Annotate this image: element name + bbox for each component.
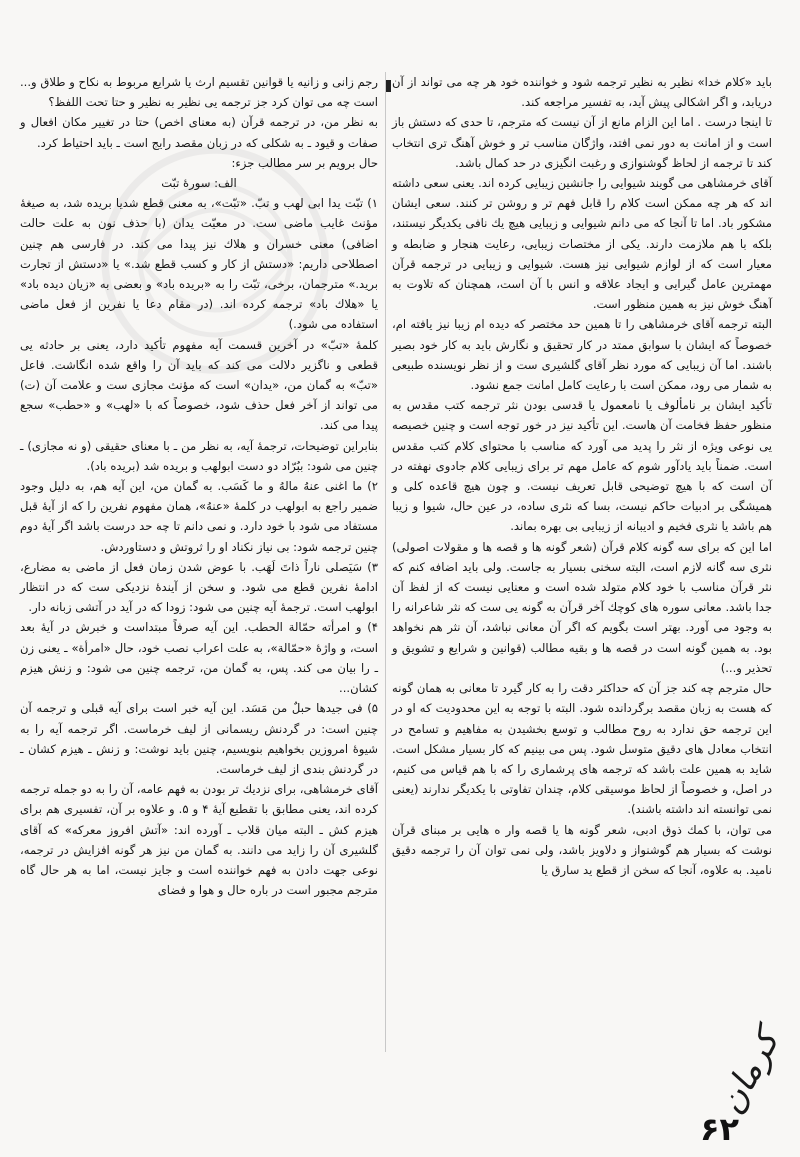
page-number: ۶۲ xyxy=(700,1110,740,1148)
paragraph: رجم زانی و زانیه یا قوانین تقسیم ارث یا شرایع مربوط به نکاح و طلاق و... است چه می توان کرد جز ترجمه یی نظیر به نظیر و حتا تحت اللفظ؟ xyxy=(20,75,378,110)
paragraph: ۲) ما اغنی عنهُ مالهُ و ما کَسَب. به گمان من، این آیه هم، به دلیل وجود ضمیر راجع به ابولهب در کلمهٔ «عنهُ»، همان مفهوم نفرین را که از آیهٔ قبل مستفاد می شود با خود دارد. و نمی دانم تا چه حد درست باشد اگر آیهٔ دوم چنین ترجمه شود: بی نیاز نکناد او را ثروتش و دستاوردش. xyxy=(20,479,378,554)
paragraph: ۵) فی جیدها حبلٌ من مَسَد. این آیه خبر است برای آیه قبلی و ترجمه آن چنین است: در گردنش ریسمانی از لیف خرماست. اگر ترجمه آیه را به شیوهٔ امروزین بخواهیم بنویسیم، چنین باید نوشت: و زنش ـ هیزم کشان ـ در گردنش بندی از لیف خرماست. xyxy=(20,701,378,776)
column-marker xyxy=(386,80,391,92)
column-divider xyxy=(385,72,386,1052)
paragraph: ۳) سَیَصلی ناراً ذاتَ لَهَب. با عوض شدن زمان فعل از ماضی به مضارع، ادامهٔ نفرین قطع می شود. و سخن از آیندهٔ نزدیکی ست که در انتظار ابولهب است. ترجمهٔ آیه چنین می شود: زودا که در آید در آتشی زبانه دار. xyxy=(20,559,378,615)
paragraph: به نظر من، در ترجمه قرآن (به معنای اخص) حتا در تغییر مکان افعال و صفات و قیود ـ به شکلی که در زبان مقصد رایج است ـ باید احتیاط کرد. xyxy=(20,115,378,150)
paragraph: البته ترجمه آقای خرمشاهی را تا همین حد مختصر که دیده ام زیبا نیز یافته ام، خصوصاً که ایشان با سوابق ممتد در کار تحقیق و نگارش باید به کار خود بصیر باشند. اما آن زیبایی که مورد نظر آقای گلشیری ست و از نظر نویسنده طبیعی به شمار می رود، ممکن است با رعایت کامل امانت جمع نشود. xyxy=(392,317,772,393)
paragraph: اما این که برای سه گونه کلام قرآن (شعر گونه ها و قصه ها و مقولات اصولی) نثری سه گانه لازم است، البته سخنی بسیار به جاست. ولی باید اضافه کنم که نثر قرآن مناسب با خود کلام متولد شده است و معنایی نیست که از لفظ آن جدا باشد. معانی سوره های کوچك آخر قرآن به گونه یی ست که نثر شاعرانه را به وجود می آورد. بهتر است بگویم که اگر آن معانی نباشد، آن نثر هم نخواهد بود. به همین گونه است در قصه ها و بقیه مطالب (قوانین و شرایع و تشویق و تحذیر و...) xyxy=(392,539,772,675)
paragraph: تا اینجا درست . اما این الزام مانع از آن نیست که مترجم، تا حدی که دستش باز است و از امانت به دور نمی افتد، واژگان مناسب تر و خوش آهنگ تری انتخاب کند تا ترجمه از لحاظ گوشنوازی و رغبت انگیزی در حد کمال باشد. xyxy=(392,115,772,170)
paragraph: باید «کلام خدا» نظیر به نظیر ترجمه شود و خواننده خود هر چه می تواند از آن دریابد، و اگر اشکالی پیش آید، به تفسیر مراجعه کند. xyxy=(392,75,772,110)
paragraph: آقای خرمشاهی، برای نزدیك تر بودن به فهم عامه، آن را به دو جمله ترجمه کرده اند، یعنی مطابق با تقطیع آیهٔ ۴ و ۵. و علاوه بر آن، تفسیری هم برای هیزم کش ـ البته میان قلاب ـ آورده اند: «آتش افروز معرکه» که آقای گلشیری آن را زاید می دانند. به گمان من نیز هر گونه افزایش در ترجمه، نوعی جهت دادن به فهم خواننده است و جایز نیست، اما به هر حال گاه مترجم مجبور است در باره حال و هوا و فضای xyxy=(20,782,378,898)
section-heading: الف: سورهٔ تبّت xyxy=(161,176,237,191)
paragraph: ۱) تبّت یدا ابی لهب و تبّ. «تبّت»، به معنی قطع شدیا بریده شد، به صیغهٔ مؤنث غایب ماضی ست. در معیّت یدان (با حذف نون به علت حالت اضافی) معنی خسران و هلاك نیز پیدا می کند. در فارسی هم چنین اصطلاحی داریم: «دستش از کار و کسب قطع شد.» یا «دستش از تجارت برید.» مترجمان، برخی، تبّت را به «بریده باد» و بعضی به «زیان دیده باد» یا «هلاك باد» ترجمه کرده اند. (در مقام دعا یا نفرین از فعل ماضی استفاده می شود.) xyxy=(20,196,378,332)
right-text-column xyxy=(392,72,772,880)
subheading: حال برویم بر سر مطالب جزء: xyxy=(231,155,378,170)
magazine-logo: کرمان xyxy=(710,1023,788,1121)
paragraph: می توان، با کمك ذوق ادبی، شعر گونه ها یا قصه وار ه هایی بر مبنای قرآن نوشت که بسیار هم گوشنواز و دلاویز باشد، ولی نمی توان آن را ترجمه دقیق نامید. به علاوه، آنجا که سخن از قطع ید سارق یا xyxy=(392,822,772,877)
left-text-column xyxy=(20,72,378,900)
paragraph: کلمهٔ «تبّ» در آخرین قسمت آیه مفهوم تأکید دارد، یعنی بر حادثه یی قطعی و ناگزیر دلالت می کند که باید آن را واقع شده انگاشت. فاعل «تبّ» به گمان من، «یدان» است که مؤنث مجازی ست و علامت آن (ت) می تواند از آخر فعل حذف شود، خصوصاً که با «لهب» و «حطب» سجع پیدا می کند. xyxy=(20,337,378,433)
paragraph: بنابراین توضیحات، ترجمهٔ آیه، به نظر من ـ با معنای حقیقی (و نه مجازی) ـ چنین می شود: ببُرّاد دو دست ابولهب و بریده شد (بریده باد). xyxy=(20,438,378,473)
paragraph: حال مترجم چه کند جز آن که حداکثر دقت را به کار گیرد تا معانی به همان گونه که هست به زبان مقصد برگردانده شود. البته با توجه به این محدودیت که او در این ترجمه حق ندارد به روح مطالب و توسع بخشیدن به مفاهیم و تسامح در انتخاب معادل های دقیق متوسل شود. پس می بینیم که کار بسیار مشکل است. شاید به همین علت باشد که ترجمه های پرشماری را که با هم قیاس می کنیم، در اصل، و خصوصاً از لحاظ موسیقی کلام، چندان تفاوتی با یکدیگر ندارند (یعنی نمی توانسته اند داشته باشند). xyxy=(392,681,772,817)
paragraph: آقای خرمشاهی می گویند شیوایی را جانشین زیبایی کرده اند. یعنی سعی داشته اند که هر چه ممکن است کلام را قابل فهم تر و روشن تر کنند. سعی ایشان مشکور باد. اما تا آنجا که می دانم شیوایی و زیبایی هیچ یك نافی یکدیگر نیستند، بلکه با هم ملازمت دارند. یکی از مختصات زیبایی، رعایت هنجار و ضابطه و معیار است که از لوازم شیوایی نیز هست. شیوایی و زیبایی در ترجمه قرآن مهمترین عامل گیرایی و ایجاد علاقه و انس با آن است، همچنان که تلاوت به آهنگ خوش نیز به همین منظور است. xyxy=(392,176,772,312)
paragraph: ۴) و امرأته حمّالة الحطب. این آیه صرفاً مبتداست و خبرش در آیهٔ بعد است، و واژهٔ «حمّالة»، به علت اعراب نصب خود، حال «امرأة» ـ یعنی زن ـ را بیان می کند. پس، به گمان من، ترجمه چنین می شود: و زنش هیزم کشان... xyxy=(20,620,378,696)
paragraph: تأکید ایشان بر نامألوف یا نامعمول یا قدسی بودن نثر ترجمه کتب مقدس به منظور حفظ فخامت آن هاست. این تأکید نیز در خور توجه است و چنین خصیصه یی نوعی ویژه از نثر را پدید می آورد که مناسب با محتوای کلام کتب مقدس است. ضمناً باید یادآور شوم که عامل مهم تر برای زیبایی کلام جادوی نهفته در آن است که با هیچ توضیحی قابل تعریف نیست. و چون هیچ قاعده کلی و همیشگی بر ادبیات حاکم نیست، بسا که نثری ساده، در عین حال، شیوا و زیبا هم باشد یا نثری فخیم و ادیبانه از زیبایی بی بهره بماند. xyxy=(392,398,772,534)
